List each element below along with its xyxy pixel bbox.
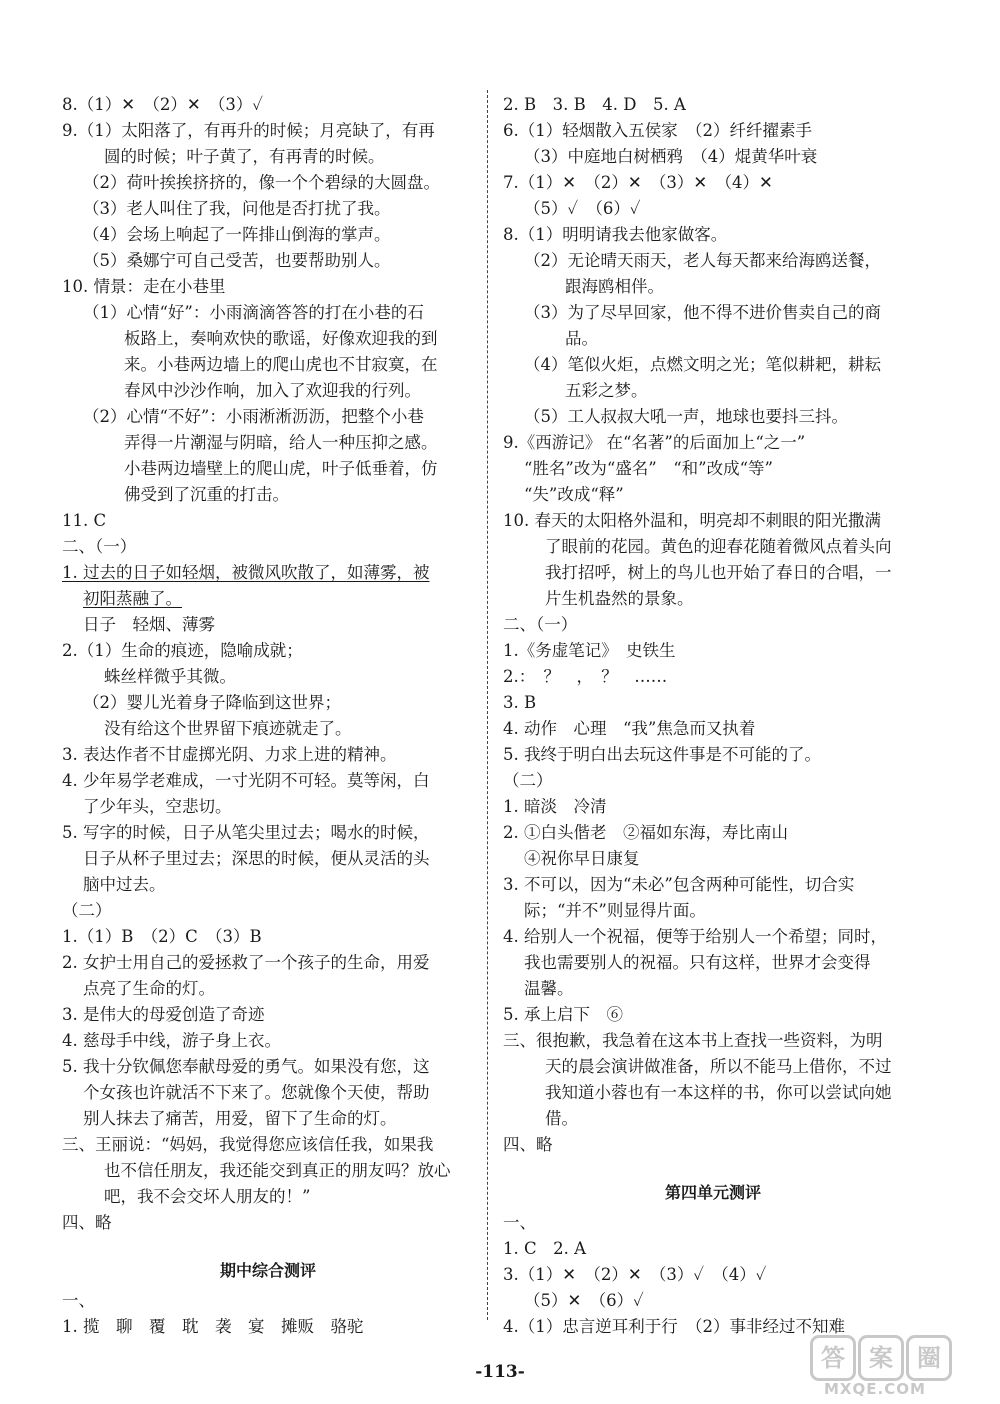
midterm-section-title: 期中综合测评 xyxy=(219,1261,316,1280)
answer-line: 板路上，奏响欢快的歌谣，好像欢迎我的到 xyxy=(124,329,438,348)
answer-line: 个女孩也许就活不下来了。您就像个天使，帮助 xyxy=(83,1083,430,1102)
watermark-logo xyxy=(810,1335,992,1397)
answer-line: 4. 动作 心理 “我”焦急而又执着 xyxy=(503,719,756,738)
answer-line: “胜名”改为“盛名” “和”改成“等” xyxy=(524,459,773,478)
answer-line: 1. 暗淡 冷清 xyxy=(503,797,607,816)
underlined-answer-text: 初阳蒸融了。 xyxy=(83,589,182,608)
answer-line: 10. 春天的太阳格外温和，明亮却不刺眼的阳光撒满 xyxy=(503,511,881,530)
right-answers xyxy=(503,92,923,1158)
answer-line: ④祝你早日康复 xyxy=(524,849,640,868)
answer-line: 4.（1）忠言逆耳利于行 （2）事非经过不知难 xyxy=(503,1317,845,1336)
answer-line: 3. B xyxy=(503,693,537,712)
answer-line: 3.（1）✕ （2）✕ （3）✓ （4）✓ xyxy=(503,1265,767,1284)
answer-line: 5. 我终于明白出去玩这件事是不可能的了。 xyxy=(503,745,821,764)
answer-line: 1. C 2. A xyxy=(503,1239,587,1258)
answer-line: 吧，我不会交坏人朋友的！” xyxy=(104,1187,311,1206)
page-number: -113- xyxy=(475,1362,525,1382)
answer-line: 5. 承上启下 ⑥ xyxy=(503,1005,623,1024)
watermark-char: 答 xyxy=(810,1335,856,1381)
answer-line: 4. 给别人一个祝福，便等于给别人一个希望；同时， xyxy=(503,927,887,946)
answer-line: 了少年头，空悲切。 xyxy=(83,797,232,816)
answer-line: （5）桑娜宁可自己受苦，也要帮助别人。 xyxy=(83,251,391,270)
answer-line: （3）为了尽早回家，他不得不进价售卖自己的商 xyxy=(524,303,881,322)
answer-line: 我打招呼，树上的鸟儿也开始了春日的合唱，一 xyxy=(545,563,892,582)
answer-line: 3. 表达作者不甘虚掷光阴、力求上进的精神。 xyxy=(62,745,397,764)
answer-line: （5）✕ （6）✓ xyxy=(524,1291,644,1310)
answer-line: 9.《西游记》 在“名著”的后面加上“之一” xyxy=(503,433,806,452)
answer-line: 11. C xyxy=(62,511,107,530)
answer-line: 3. 是伟大的母爱创造了奇迹 xyxy=(62,1005,265,1024)
answer-line: 3. 不可以，因为“未必”包含两种可能性，切合实 xyxy=(503,875,855,894)
answer-line: 8.（1）✕ （2）✕ （3）✓ xyxy=(62,95,264,114)
right-answers-after-title xyxy=(503,1210,923,1340)
column-divider xyxy=(487,90,488,1320)
answer-line: （2）心情“不好”：小雨淅淅沥沥，把整个小巷 xyxy=(83,407,424,426)
answer-line: 5. 写字的时候，日子从笔尖里过去；喝水的时候， xyxy=(62,823,430,842)
answer-line: 10. 情景：走在小巷里 xyxy=(62,277,226,296)
answer-line: 一、 xyxy=(62,1291,95,1310)
answer-line: 2.（1）生命的痕迹，隐喻成就； xyxy=(62,641,303,660)
watermark-char: 案 xyxy=(858,1335,904,1381)
answer-line: （5）工人叔叔大吼一声，地球也要抖三抖。 xyxy=(524,407,848,426)
answer-line: 了眼前的花园。黄色的迎春花随着微风点着头向 xyxy=(545,537,892,556)
answer-line: 温馨。 xyxy=(524,979,574,998)
answer-line: 4. 慈母手中线，游子身上衣。 xyxy=(62,1031,281,1050)
answer-line: 我知道小蓉也有一本这样的书，你可以尝试向她 xyxy=(545,1083,892,1102)
answer-line: 1.（1）B （2）C （3）B xyxy=(62,927,262,946)
answer-line: （3）中庭地白树栖鸦 （4）焜黄华叶衰 xyxy=(524,147,818,166)
answer-line: 9.（1）太阳落了，有再升的时候；月亮缺了，有再 xyxy=(62,121,435,140)
answer-line: 四、略 xyxy=(503,1135,553,1154)
answer-line: 没有给这个世界留下痕迹就走了。 xyxy=(104,719,352,738)
answer-line: 四、略 xyxy=(62,1213,112,1232)
answer-line: 五彩之梦。 xyxy=(565,381,648,400)
answer-line: （4）会场上响起了一阵排山倒海的掌声。 xyxy=(83,225,391,244)
underlined-answer-text: 1. 过去的日子如轻烟，被微风吹散了，如薄雾，被 xyxy=(62,563,430,582)
answer-line: 二、（一） xyxy=(62,537,137,556)
right-column xyxy=(503,92,923,1340)
answer-line: 8.（1）明明请我去他家做客。 xyxy=(503,225,728,244)
answer-line: 脑中过去。 xyxy=(83,875,166,894)
answer-line: 1. 揽 聊 覆 耽 袭 宴 摊贩 骆驼 xyxy=(62,1317,364,1336)
answer-line: 2. 女护士用自己的爱拯救了一个孩子的生命，用爱 xyxy=(62,953,430,972)
answer-line: （2）无论晴天雨天，老人每天都来给海鸥送餐， xyxy=(524,251,881,270)
left-column xyxy=(62,92,474,1340)
answer-line: （4）笔似火炬，点燃文明之光；笔似耕耙，耕耘 xyxy=(524,355,881,374)
answer-line: 圆的时候；叶子黄了，有再青的时候。 xyxy=(104,147,385,166)
answer-line: 小巷两边墙壁上的爬山虎，叶子低垂着，仿 xyxy=(124,459,438,478)
answer-line: （3）老人叫住了我，问他是否打扰了我。 xyxy=(83,199,391,218)
answer-line: 4. 少年易学老难成，一寸光阴不可轻。莫等闲，白 xyxy=(62,771,430,790)
answer-line: 1.《务虚笔记》 史铁生 xyxy=(503,641,676,660)
answer-line: “失”改成“释” xyxy=(524,485,624,504)
answer-line: 弄得一片潮湿与阴暗，给人一种压抑之感。 xyxy=(124,433,438,452)
answer-line: 三、很抱歉，我急着在这本书上查找一些资料，为明 xyxy=(503,1031,883,1050)
answer-line: （1）心情“好”：小雨滴滴答答的打在小巷的石 xyxy=(83,303,424,322)
answer-line: 2. ①白头偕老 ②福如东海，寿比南山 xyxy=(503,823,788,842)
answer-line: 天的晨会演讲做准备，所以不能马上借你，不过 xyxy=(545,1057,892,1076)
left-answers xyxy=(62,92,474,1236)
answer-line: 2.： ？ ， ？ …… xyxy=(503,667,668,686)
answer-line: 春风中沙沙作响，加入了欢迎我的行列。 xyxy=(124,381,421,400)
answer-line: 日子 轻烟、薄雾 xyxy=(83,615,215,634)
answer-line: 蛛丝样微乎其微。 xyxy=(104,667,236,686)
answer-line: 片生机盎然的景象。 xyxy=(545,589,694,608)
answer-line: 7.（1）✕ （2）✕ （3）✕ （4）✕ xyxy=(503,173,773,192)
answer-line: 来。小巷两边墙上的爬山虎也不甘寂寞，在 xyxy=(124,355,438,374)
answer-line: 一、 xyxy=(503,1213,536,1232)
answer-line: 品。 xyxy=(565,329,598,348)
unit-four-section-title: 第四单元测评 xyxy=(664,1183,761,1202)
left-answers-after-title xyxy=(62,1288,474,1340)
answer-line: （5）✓ （6）✓ xyxy=(524,199,641,218)
answer-line xyxy=(62,560,474,586)
answer-line: 二、（一） xyxy=(503,615,578,634)
answer-line: 我也需要别人的祝福。只有这样，世界才会变得 xyxy=(524,953,871,972)
answer-line: 也不信任朋友，我还能交到真正的朋友吗？放心 xyxy=(104,1161,451,1180)
answer-line: 三、王丽说：“妈妈，我觉得您应该信任我，如果我 xyxy=(62,1135,434,1154)
answer-line xyxy=(62,586,474,612)
watermark-char: 圈 xyxy=(906,1335,952,1381)
answer-line: （2）婴儿光着身子降临到这世界； xyxy=(83,693,341,712)
answer-line: 日子从杯子里过去；深思的时候，便从灵活的头 xyxy=(83,849,430,868)
watermark-url: MXQE.COM xyxy=(824,1380,926,1398)
answer-line: 5. 我十分钦佩您奉献母爱的勇气。如果没有您，这 xyxy=(62,1057,430,1076)
answer-line: （2）荷叶挨挨挤挤的，像一个个碧绿的大圆盘。 xyxy=(83,173,440,192)
answer-line: 借。 xyxy=(545,1109,578,1128)
answer-line: 跟海鸥相伴。 xyxy=(565,277,664,296)
answer-line: （二） xyxy=(62,901,112,920)
answer-line: 6.（1）轻烟散入五侯家 （2）纤纤擢素手 xyxy=(503,121,812,140)
answer-line: 佛受到了沉重的打击。 xyxy=(124,485,289,504)
answer-line: 别人抹去了痛苦，用爱，留下了生命的灯。 xyxy=(83,1109,397,1128)
answer-line: （二） xyxy=(503,771,553,790)
answer-line: 2. B 3. B 4. D 5. A xyxy=(503,95,686,114)
answer-line: 点亮了生命的灯。 xyxy=(83,979,215,998)
answer-line: 际；“并不”则显得片面。 xyxy=(524,901,706,920)
